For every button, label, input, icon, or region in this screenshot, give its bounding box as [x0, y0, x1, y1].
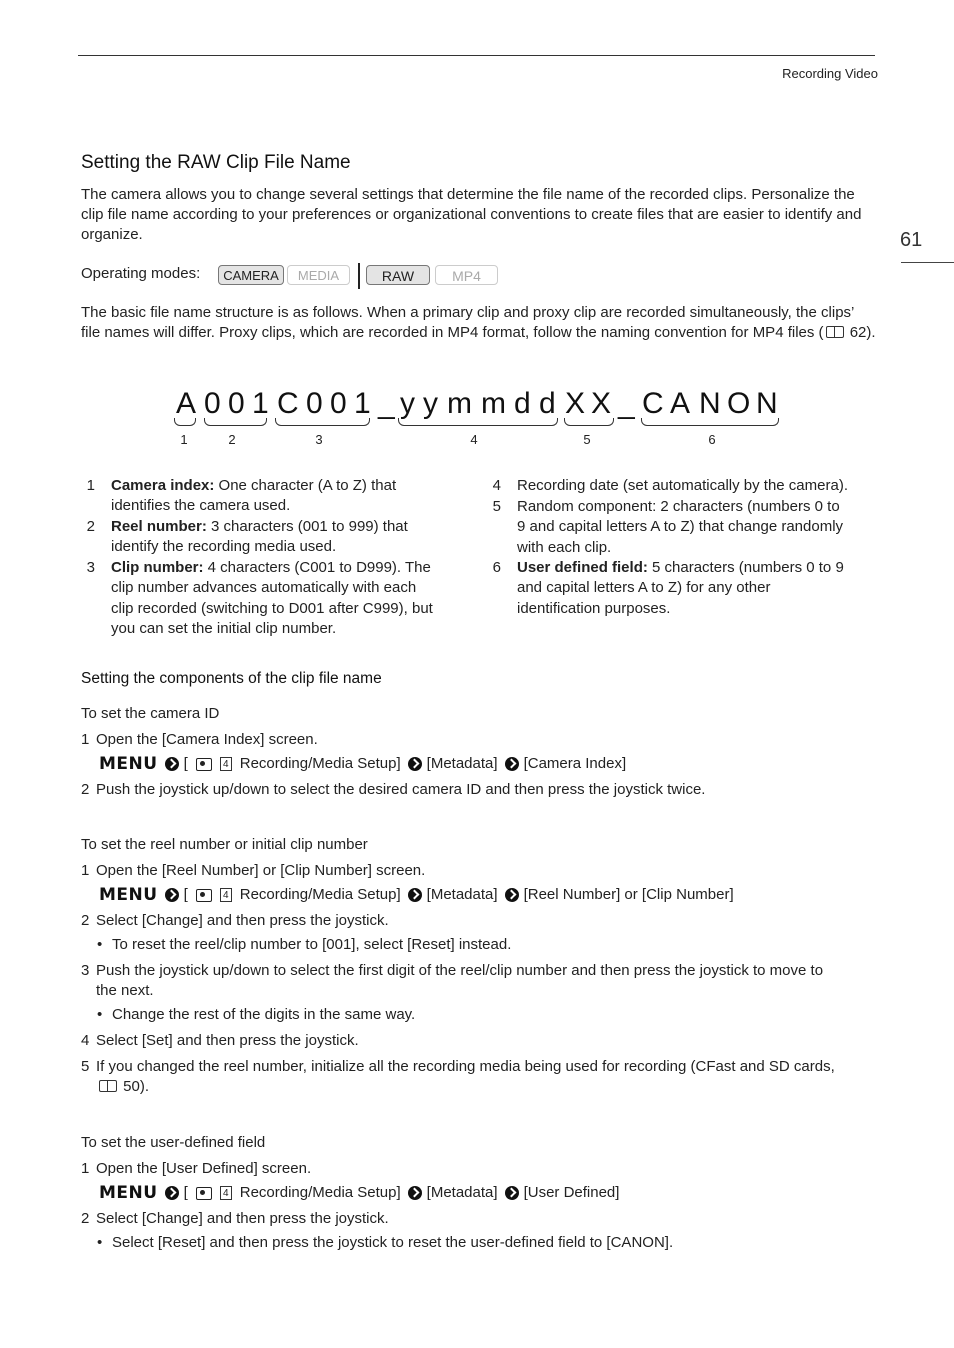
- page-number-rule: [901, 262, 954, 263]
- part-label-3: 3: [315, 432, 323, 447]
- camera-setup-icon: [196, 1187, 212, 1200]
- mode-media-badge: MEDIA: [287, 265, 350, 285]
- part-brace-2: [204, 418, 267, 426]
- part-brace-5: [564, 418, 614, 426]
- menu-page-number: 4: [220, 1186, 232, 1200]
- menu-path-reel-number: MENU [ 4 Recording/Media Setup] [Metadata] [Reel Number] or [Clip Number]: [99, 885, 734, 905]
- filename-char: m: [447, 387, 472, 420]
- filename-char: y: [423, 387, 438, 420]
- part-label-2: 2: [228, 432, 236, 447]
- filename-char: _: [618, 387, 635, 420]
- mode-raw-badge: RAW: [366, 265, 430, 285]
- mode-camera-badge: CAMERA: [218, 265, 284, 285]
- arrow-icon: [407, 756, 423, 772]
- structure-text: The basic file name structure is as follows. When a primary clip and proxy clip are recorded simultaneously, the clips’ file names will differ. Proxy clips, which are recorded in MP4 format, follow the naming convention for MP4 files (: [81, 304, 854, 341]
- proc-user-defined-title: To set the user-defined field: [81, 1134, 266, 1151]
- operating-modes-label: Operating modes:: [81, 265, 201, 282]
- filename-char: C: [277, 387, 299, 420]
- filename-char: 0: [204, 387, 221, 420]
- book-reference-icon: [99, 1080, 117, 1092]
- arrow-icon: [504, 756, 520, 772]
- filename-char: O: [727, 387, 751, 420]
- part-label-5: 5: [583, 432, 591, 447]
- menu-logo: MENU: [99, 1183, 158, 1203]
- structure-paragraph: [81, 303, 876, 343]
- filename-char: N: [756, 387, 778, 420]
- part-brace-4: [398, 418, 558, 426]
- section-title: Setting the RAW Clip File Name: [81, 152, 351, 173]
- filename-char: d: [539, 387, 556, 420]
- running-header: Recording Video: [782, 66, 878, 81]
- part-label-6: 6: [708, 432, 716, 447]
- arrow-icon: [504, 1185, 520, 1201]
- camera-setup-icon: [196, 889, 212, 902]
- arrow-icon: [164, 756, 180, 772]
- filename-char: X: [565, 387, 586, 420]
- part-label-4: 4: [470, 432, 478, 447]
- arrow-icon: [407, 1185, 423, 1201]
- filename-char: 0: [228, 387, 245, 420]
- proc-reel-number-title: To set the reel number or initial clip number: [81, 836, 368, 853]
- filename-char: d: [514, 387, 531, 420]
- filename-char: N: [699, 387, 721, 420]
- mode-separator: [358, 263, 360, 289]
- components-heading: Setting the components of the clip file name: [81, 670, 382, 687]
- arrow-icon: [164, 887, 180, 903]
- part-brace-6: [641, 418, 779, 426]
- filename-char: C: [642, 387, 664, 420]
- menu-logo: MENU: [99, 885, 158, 905]
- mode-mp4-badge: MP4: [435, 265, 498, 285]
- arrow-icon: [407, 887, 423, 903]
- intro-paragraph: The camera allows you to change several settings that determine the file name of the recorded clips. Personalize the clip file name according to your preferences or organizational conventions to create files that are easier to identify and organize.: [81, 186, 862, 243]
- part-brace-1: [174, 418, 196, 426]
- filename-char: _: [378, 387, 395, 420]
- filename-char: X: [591, 387, 612, 420]
- menu-path-camera-index: MENU [ 4 Recording/Media Setup] [Metadata] [Camera Index]: [99, 754, 627, 774]
- menu-page-number: 4: [220, 757, 232, 771]
- filename-char: 0: [330, 387, 347, 420]
- camera-setup-icon: [196, 758, 212, 771]
- menu-page-number: 4: [220, 888, 232, 902]
- menu-path-user-defined: MENU [ 4 Recording/Media Setup] [Metadata] [User Defined]: [99, 1183, 620, 1203]
- arrow-icon: [504, 887, 520, 903]
- menu-logo: MENU: [99, 754, 158, 774]
- arrow-icon: [164, 1185, 180, 1201]
- book-reference-icon: [826, 326, 844, 338]
- filename-char: 1: [354, 387, 371, 420]
- filename-char: y: [400, 387, 415, 420]
- page-number: 61: [900, 229, 923, 251]
- structure-page-ref: 62).: [845, 324, 876, 341]
- filename-char: m: [481, 387, 506, 420]
- part-brace-3: [275, 418, 370, 426]
- filename-char: A: [176, 387, 197, 420]
- proc-camera-id-title: To set the camera ID: [81, 705, 220, 722]
- filename-char: 0: [306, 387, 323, 420]
- filename-char: 1: [252, 387, 269, 420]
- part-label-1: 1: [180, 432, 188, 447]
- header-rule: [78, 55, 875, 56]
- filename-char: A: [670, 387, 691, 420]
